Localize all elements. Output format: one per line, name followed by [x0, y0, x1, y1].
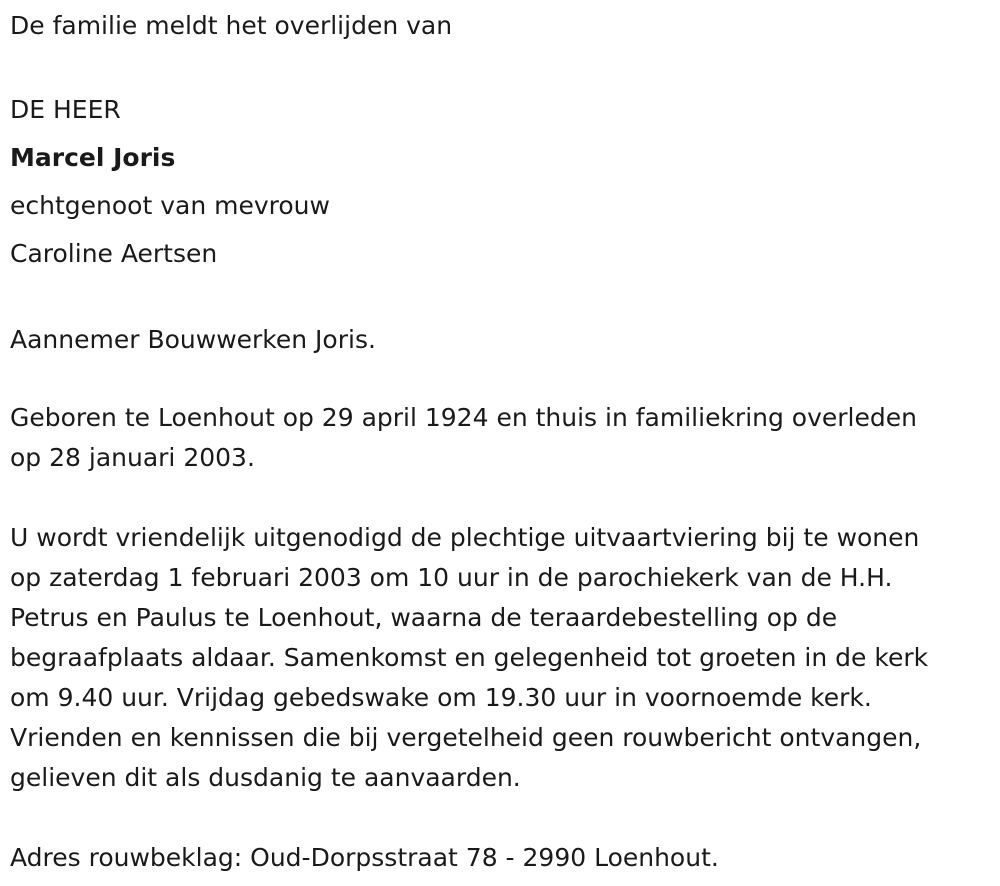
honorific: DE HEER — [10, 95, 121, 124]
address-line: Adres rouwbeklag: Oud-Dorpsstraat 78 - 2990 Loenhout. — [10, 843, 719, 872]
paragraph-line: Vrienden en kennissen die bij vergetelheid geen rouwbericht ontvangen, — [10, 723, 922, 752]
ceremony-paragraph — [10, 518, 998, 798]
spouse-name: Caroline Aertsen — [10, 239, 218, 268]
paragraph-line: begraafplaats aldaar. Samenkomst en gelegenheid tot groeten in de kerk — [10, 643, 929, 672]
paragraph-line: op zaterdag 1 februari 2003 om 10 uur in de parochiekerk van de H.H. — [10, 563, 893, 592]
paragraph-line: Geboren te Loenhout op 29 april 1924 en thuis in familiekring overleden — [10, 403, 917, 432]
paragraph-line: op 28 januari 2003. — [10, 443, 255, 472]
birth-death-paragraph — [10, 398, 998, 478]
deceased-name: Marcel Joris — [10, 143, 176, 172]
death-notice — [10, 0, 998, 878]
spouse-label: echtgenoot van mevrouw — [10, 191, 330, 220]
paragraph-line: gelieven dit als dusdanig te aanvaarden. — [10, 763, 521, 792]
paragraph-line: om 9.40 uur. Vrijdag gebedswake om 19.30 uur in voornoemde kerk. — [10, 683, 872, 712]
occupation: Aannemer Bouwwerken Joris. — [10, 325, 376, 354]
paragraph-line: Petrus en Paulus te Loenhout, waarna de teraardebestelling op de — [10, 603, 838, 632]
paragraph-line: U wordt vriendelijk uitgenodigd de plechtige uitvaartviering bij te wonen — [10, 523, 920, 552]
intro-text: De familie meldt het overlijden van — [10, 11, 453, 40]
